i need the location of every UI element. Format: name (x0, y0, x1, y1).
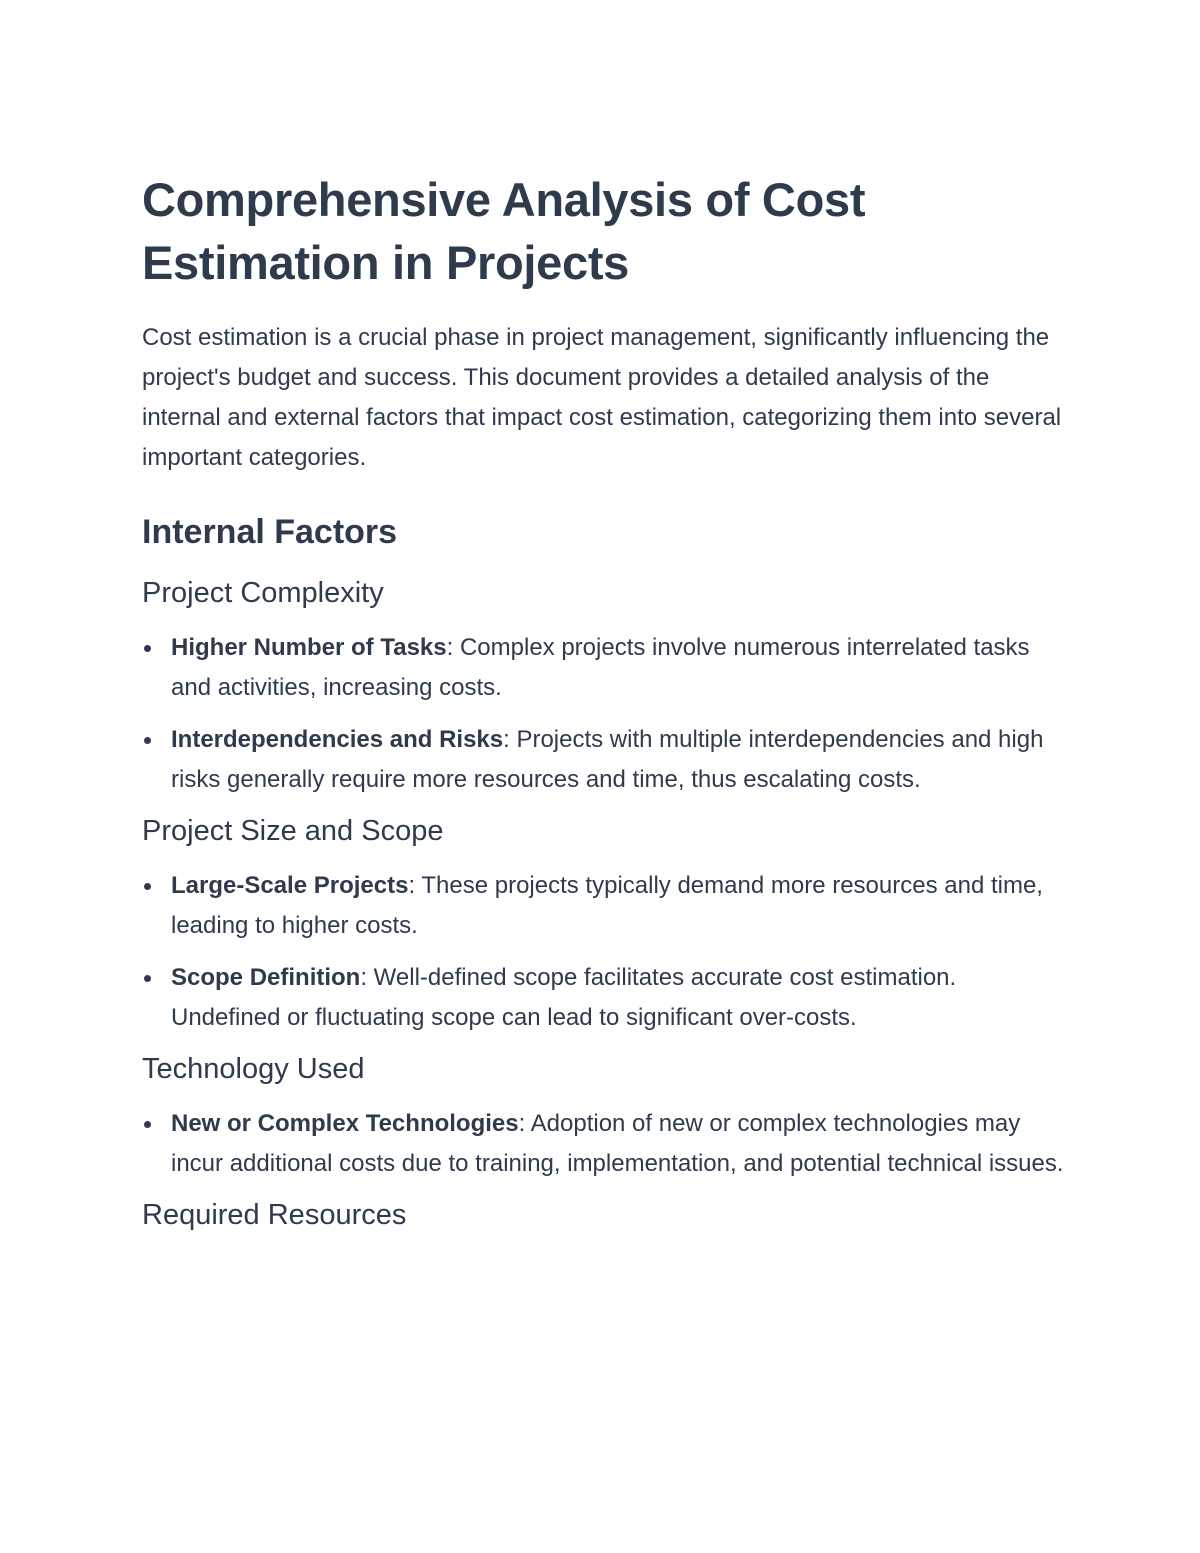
list-item-term: Scope Definition (171, 964, 361, 991)
bullet-icon (144, 883, 151, 890)
bullet-list-project-size-and-scope (142, 866, 1067, 1038)
list-item-text: : Adoption of new or complex technologies may incur additional costs due to training, implementation, and potential technical issues. (171, 1110, 1064, 1177)
list-item-term: Interdependencies and Risks (171, 726, 504, 753)
document-title: Comprehensive Analysis of Cost Estimation in Projects (142, 173, 866, 289)
section-heading-internal-factors: Internal Factors (142, 513, 398, 551)
list-item (142, 958, 1067, 1038)
bullet-icon (144, 975, 151, 982)
list-item-text: : Projects with multiple interdependencies and high risks generally require more resources and time, thus escalating costs. (171, 726, 1044, 793)
list-item-text: : Well-defined scope facilitates accurate cost estimation. Undefined or fluctuating scope can lead to significant over-costs. (171, 964, 957, 1031)
list-item (142, 628, 1067, 708)
intro-paragraph: Cost estimation is a crucial phase in project management, significantly influencing the project's budget and success. This document provides a detailed analysis of the internal and external factors that impact cost estimation, categorizing them into several important categories. (142, 324, 1062, 471)
subsection-heading-technology-used: Technology Used (142, 1053, 365, 1085)
bullet-list-project-complexity (142, 628, 1067, 800)
subsection-heading-project-size-and-scope: Project Size and Scope (142, 815, 444, 847)
list-item (142, 720, 1067, 800)
list-item (142, 866, 1067, 946)
list-item-term: Higher Number of Tasks (171, 634, 447, 661)
list-item (142, 1104, 1067, 1184)
document-page (142, 168, 1067, 1250)
bullet-icon (144, 737, 151, 744)
subsection-heading-required-resources: Required Resources (142, 1199, 407, 1231)
bullet-list-technology-used (142, 1104, 1067, 1184)
subsection-heading-project-complexity: Project Complexity (142, 577, 384, 609)
bullet-icon (144, 1121, 151, 1128)
list-item-text: : These projects typically demand more resources and time, leading to higher costs. (171, 872, 1043, 939)
bullet-icon (144, 645, 151, 652)
list-item-term: New or Complex Technologies (171, 1110, 519, 1137)
list-item-term: Large-Scale Projects (171, 872, 409, 899)
list-item-text: : Complex projects involve numerous interrelated tasks and activities, increasing costs. (171, 634, 1030, 701)
